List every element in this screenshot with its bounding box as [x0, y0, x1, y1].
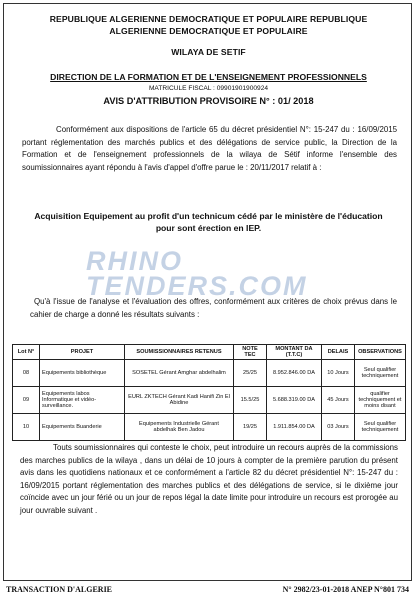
col-header-delais: DELAIS [322, 345, 355, 360]
cell-lot: 10 [13, 414, 40, 441]
cell-lot: 08 [13, 360, 40, 387]
cell-projet: Equipements bibliothèque [40, 360, 125, 387]
closing-paragraph: Touts soumissionnaires qui conteste le choix, peut introduire un recours auprès de la commissions des marches publics de la wilaya , dans un délai de 10 jours à compter de la première parution du présent avis dans les quotidiens nationaux et ce conformément a l'article 82 du décret présidentiel N°: 15-247 du : 16/09/2015 portant réglementation des marches publics et des délégations de service, si le dixième jour coïncide avec un jour férié ou un jour de repos légal la date limite pour introduire un recours est prorogée au jour ouvrable suivant . [20, 443, 398, 515]
col-header-projet: PROJET [40, 345, 125, 360]
cell-note: 19/25 [234, 414, 267, 441]
table-row [13, 414, 406, 441]
cell-observations: Seul qualifier techniquement [355, 414, 406, 441]
header-republique-line1: REPUBLIQUE ALGERIENNE DEMOCRATIQUE ET POPULAIRE REPUBLIQUE [49, 14, 368, 24]
watermark-tenders-text: TENDERS.COM [86, 271, 308, 301]
cell-montant: 5.688.319.00 DA [267, 387, 322, 414]
header-republique-line2: ALGERIENNE DEMOCRATIQUE ET POPULAIRE [109, 26, 308, 36]
acquisition-line1: Acquisition Equipement au profit d'un technicum cédé par le ministère de l'éducation [34, 211, 383, 221]
table-row [13, 360, 406, 387]
col-header-observations: OBSERVATIONS [355, 345, 406, 360]
table-row [13, 387, 406, 414]
col-header-montant: MONTANT DA (T.T.C) [267, 345, 322, 360]
cell-note: 15.5/25 [234, 387, 267, 414]
results-intro-paragraph: Qu'à l'issue de l'analyse et l'évaluation des offres, conformément aux critères de choix prévus dans le cahier de charge a donné les résultats suivants : [30, 297, 397, 319]
cell-observations: qualifier techniquement et moins disant [355, 387, 406, 414]
acquisition-line2: pour sont érection en IEP. [155, 223, 262, 233]
cell-delais: 45 Jours [322, 387, 355, 414]
cell-projet: Equipements Buanderie [40, 414, 125, 441]
cell-projet: Equipements labos Informatique et vidéo-surveillance. [40, 387, 125, 414]
intro-paragraph: Conformément aux dispositions de l'article 65 du décret présidentiel N°: 15-247 du : 16/09/2015 portant réglementation des marchés publics et des délégations de service public, la Direction de la Formation et de l'enseignement professionnels de la wilaya de Sétif informe l'ensemble des soumissionnaires ayant répondu à l'avis d'appel d'offre parue le : 20/11/2017 relatif à : [22, 125, 397, 172]
col-header-note: NOTE TEC [234, 345, 267, 360]
footer-publication: TRANSACTION D'ALGERIE [6, 585, 113, 594]
cell-note: 25/25 [234, 360, 267, 387]
header-wilaya: WILAYA DE SETIF [171, 47, 246, 57]
cell-lot: 09 [13, 387, 40, 414]
col-header-lot: Lot N° [13, 345, 40, 360]
cell-delais: 10 Jours [322, 360, 355, 387]
col-header-soumissionnaires: SOUMISSIONNAIRES RETENUS [125, 345, 234, 360]
footer-reference: N° 2982/23-01-2018 ANEP N°801 734 [282, 585, 409, 594]
header-direction: DIRECTION DE LA FORMATION ET DE L'ENSEIGNEMENT PROFESSIONNELS [50, 72, 367, 82]
cell-montant: 8.952.846.00 DA [267, 360, 322, 387]
cell-observations: Seul qualifier techniquement [355, 360, 406, 387]
cell-soumissionnaire: Equipements Industrielle Gérant abdelhak Ben Jadou [125, 414, 234, 441]
cell-montant: 1.911.854.00 DA [267, 414, 322, 441]
header-matricule: MATRICULE FISCAL : 09901901900924 [148, 85, 269, 92]
cell-delais: 03 Jours [322, 414, 355, 441]
cell-soumissionnaire: SOSETEL Gérant Amghar abdelhalim [125, 360, 234, 387]
awards-table [12, 344, 406, 441]
watermark-rhino-text: RHINO [86, 246, 183, 276]
header-avis-title: AVIS D'ATTRIBUTION PROVISOIRE N° : 01/ 2018 [103, 96, 314, 106]
cell-soumissionnaire: EURL ZKTECH Gérant Kadi Hanifi Zin El Abidine [125, 387, 234, 414]
table-header-row [13, 345, 406, 360]
